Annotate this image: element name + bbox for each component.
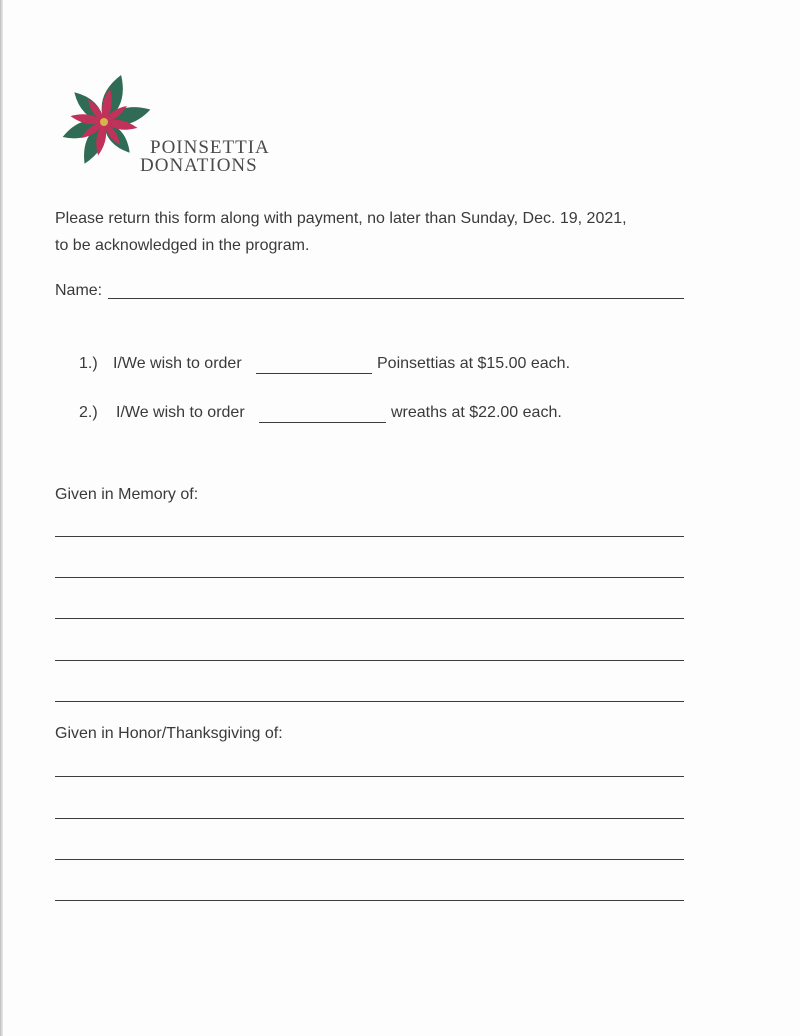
honor-line[interactable] [55, 900, 684, 901]
honor-line[interactable] [55, 818, 684, 819]
logo-title-line-1: POINSETTIA [150, 137, 270, 158]
logo-title-line-2: DONATIONS [140, 155, 258, 176]
order-number: 1.) [79, 355, 98, 372]
name-label: Name: [55, 282, 103, 299]
order-prefix: I/We wish to order [113, 355, 242, 372]
name-field-line[interactable] [108, 298, 684, 299]
order-number: 2.) [79, 404, 98, 421]
instructions-text [55, 205, 755, 259]
order-suffix: Poinsettias at $15.00 each. [377, 355, 571, 372]
flower-center [100, 118, 108, 126]
memory-label: Given in Memory of: [55, 486, 199, 503]
honor-label: Given in Honor/Thanksgiving of: [55, 725, 283, 742]
memory-line[interactable] [55, 618, 684, 619]
honor-line[interactable] [55, 859, 684, 860]
instructions-line-1: Please return this form along with payment, no later than Sunday, Dec. 19, 2021, [55, 210, 627, 227]
memory-line[interactable] [55, 701, 684, 702]
honor-line[interactable] [55, 776, 684, 777]
instructions-line-2: to be acknowledged in the program. [55, 237, 310, 254]
wreath-quantity-line[interactable] [259, 422, 386, 423]
scan-edge-shadow [0, 0, 3, 1036]
poinsettia-quantity-line[interactable] [256, 373, 372, 374]
memory-line[interactable] [55, 577, 684, 578]
poinsettia-logo [54, 70, 294, 195]
order-prefix: I/We wish to order [116, 404, 245, 421]
memory-line[interactable] [55, 536, 684, 537]
order-suffix: wreaths at $22.00 each. [391, 404, 562, 421]
memory-line[interactable] [55, 660, 684, 661]
